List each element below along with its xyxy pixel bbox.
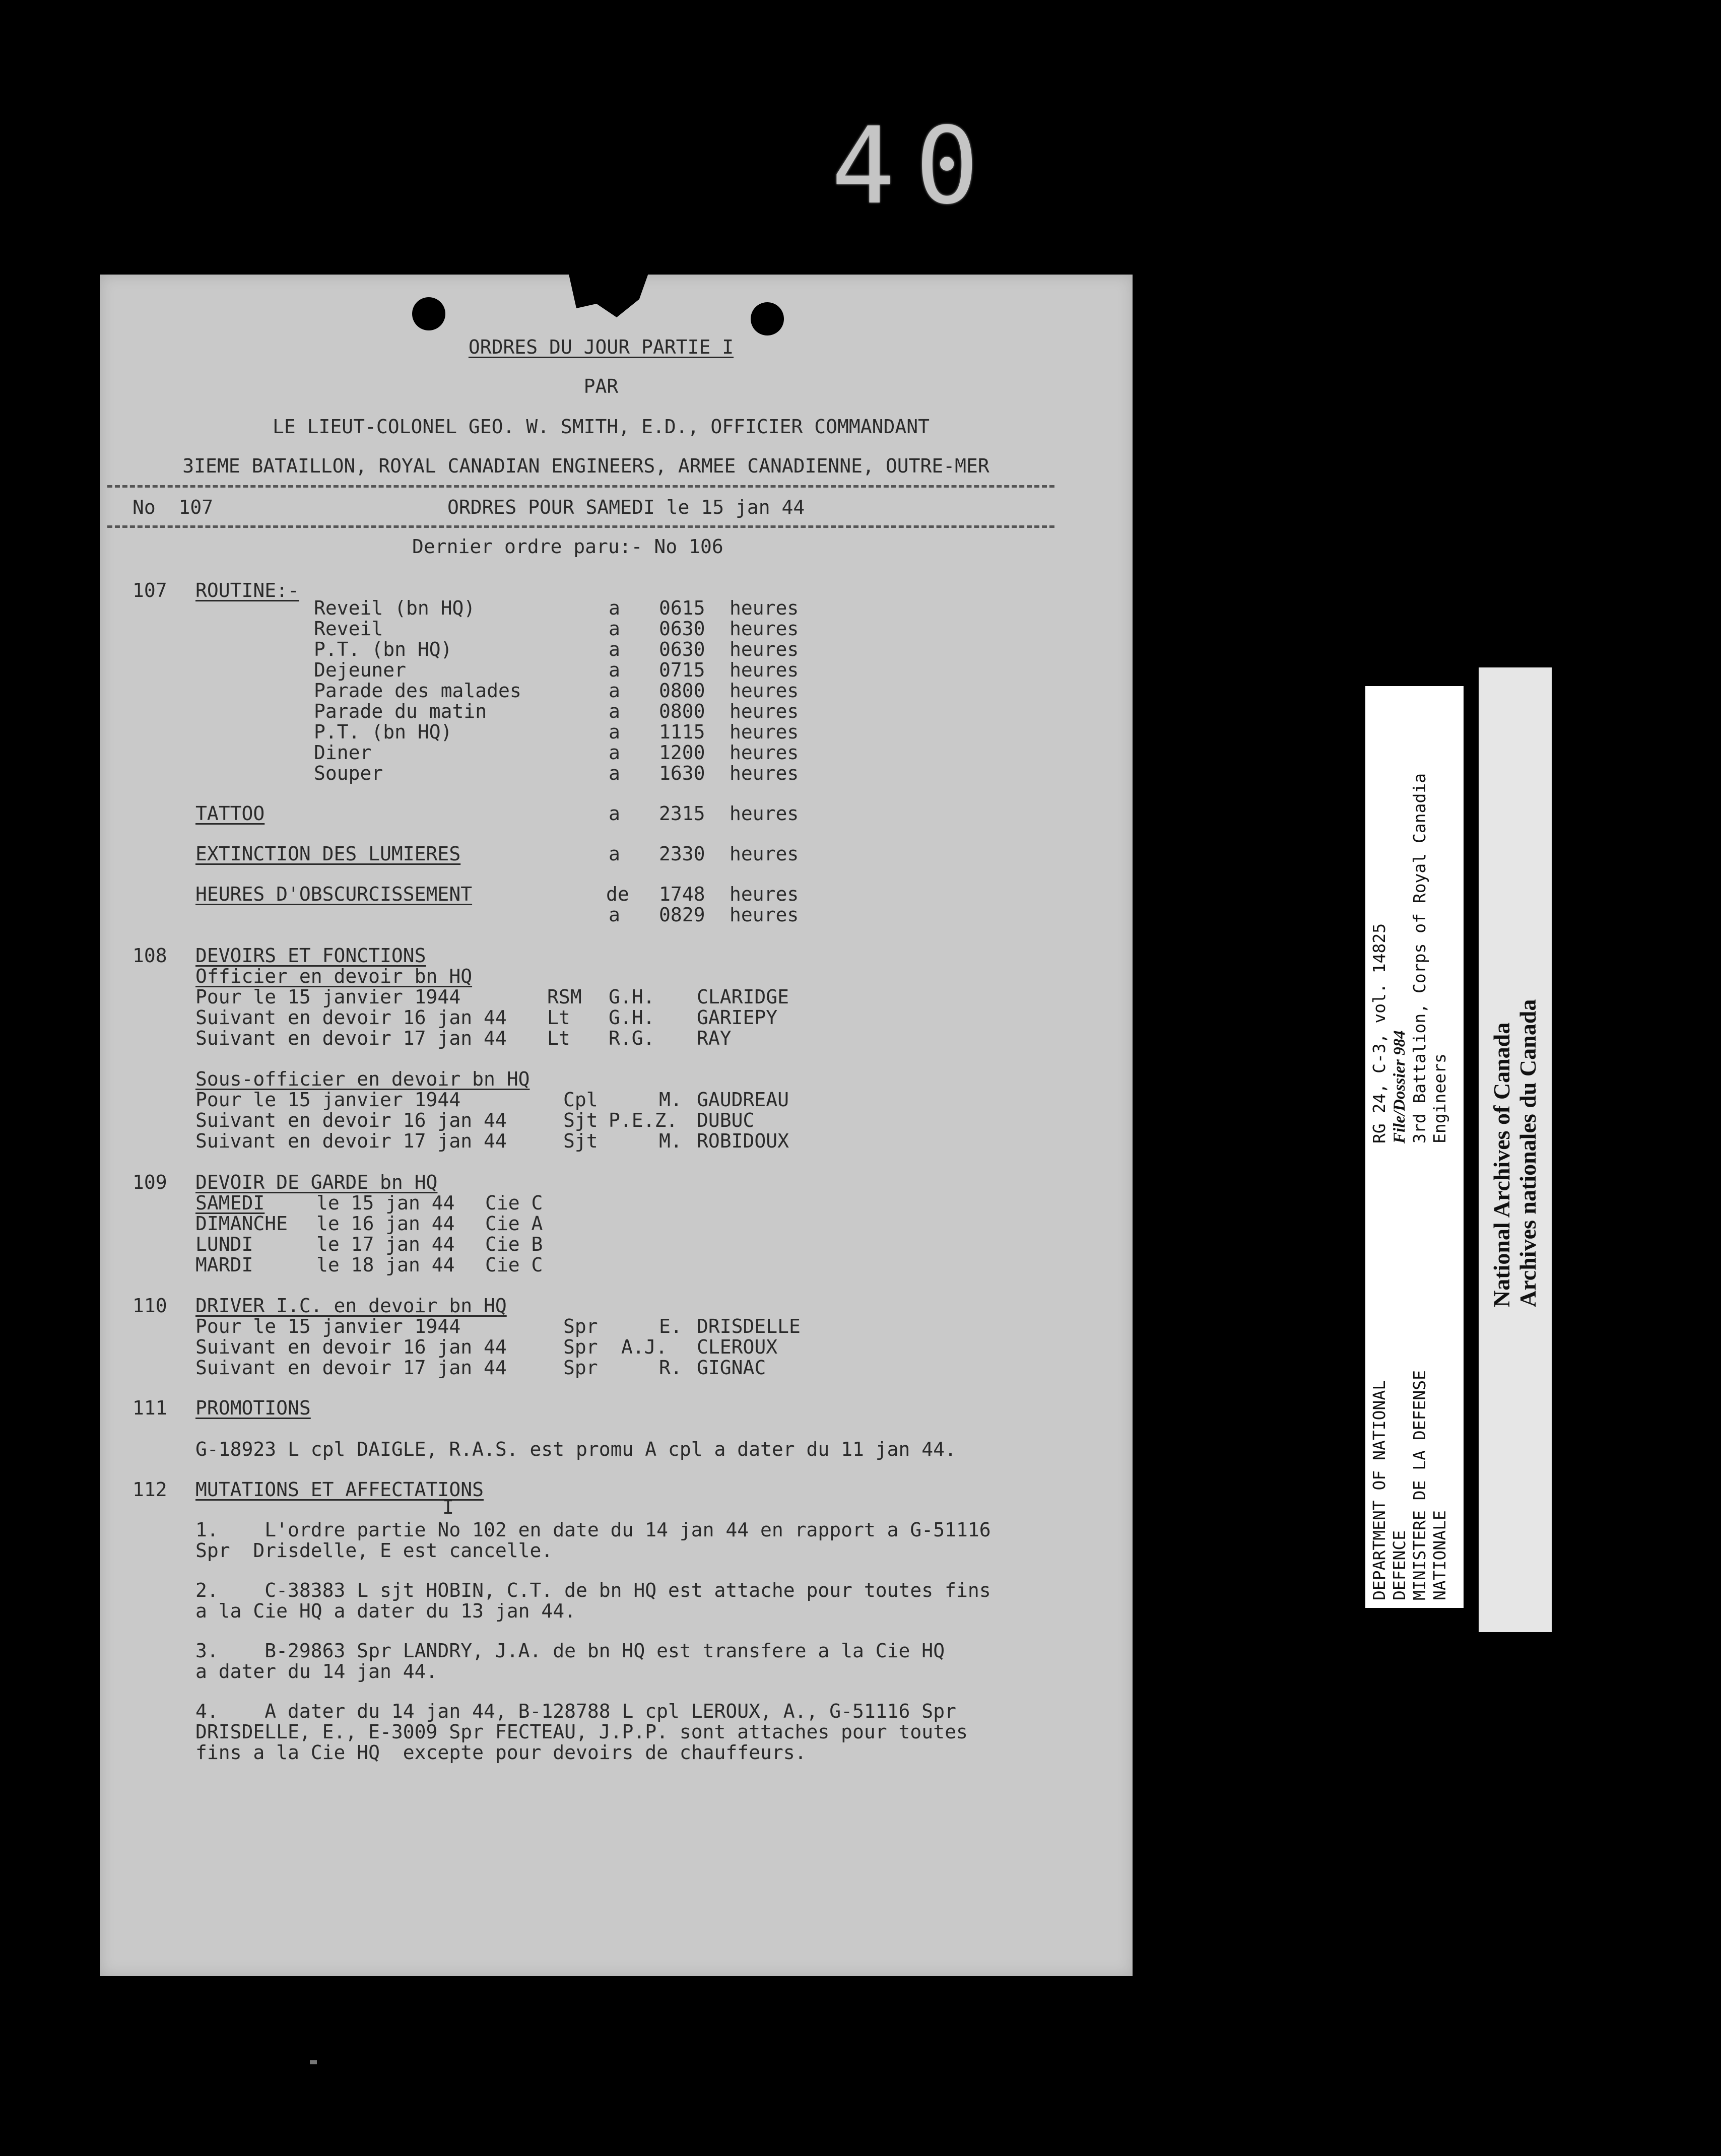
routine-unit: heures [730,700,799,722]
reference-dept-line: NATIONALE [1430,1510,1449,1600]
extinction-label: EXTINCTION DES LUMIERES [195,843,461,865]
duty-name: CLARIDGE [697,986,789,1008]
routine-prep: a [609,680,620,702]
routine-label: P.T. (bn HQ) [314,638,452,660]
section-number: 108 [133,945,167,967]
duty-name: ROBIDOUX [697,1130,789,1152]
reference-file-line: Engineers [1430,1053,1449,1143]
duty-rank: Lt [547,1006,570,1029]
obscur-prep: a [609,904,620,926]
duty-rank: RSM [547,986,582,1008]
guard-day: MARDI [195,1254,253,1276]
divider-top [107,485,1054,488]
duty-when: Suivant en devoir 17 jan 44 [195,1357,507,1379]
guard-company: Cie C [485,1192,543,1214]
routine-prep: a [609,721,620,743]
duty-initials: A.J. [621,1336,668,1358]
routine-time: 0630 [659,638,705,660]
duty-rank: Sjt [563,1109,598,1131]
section-heading: PROMOTIONS [195,1397,311,1419]
duty-rank: Spr [563,1357,598,1379]
tattoo-prep: a [609,802,620,825]
routine-label: Dejeuner [314,659,407,681]
reference-dept-line: DEPARTMENT OF NATIONAL [1369,1380,1389,1600]
reference-file-line: RG 24, C-3, vol. 14825 [1369,923,1389,1143]
doc-par: PAR [583,375,619,397]
routine-unit: heures [730,638,799,660]
duty-name: DUBUC [697,1109,755,1131]
routine-unit: heures [730,721,799,743]
obscur-prep: de [606,883,629,905]
torn-corner [568,272,649,317]
obscur-time: 1748 [659,883,705,905]
routine-unit: heures [730,597,799,619]
duty-when: Suivant en devoir 17 jan 44 [195,1027,507,1049]
routine-prep: a [609,659,620,681]
punch-hole-left [412,297,445,330]
section-number: 110 [133,1295,167,1317]
guard-date: le 17 jan 44 [316,1233,455,1255]
section-number: 107 [133,579,167,601]
mutation-line: Spr Drisdelle, E est cancelle. [195,1539,553,1562]
routine-label: Souper [314,762,383,784]
duty-initials: R.G. [609,1027,655,1049]
orders-for: ORDRES POUR SAMEDI le 15 jan 44 [447,496,805,518]
duty-initials: M. [659,1130,682,1152]
routine-prep: a [609,597,620,619]
routine-unit: heures [730,659,799,681]
reference-file-line: 3rd Battalion, Corps of Royal Canadia [1410,773,1429,1143]
guard-day: LUNDI [195,1233,253,1255]
duty-when: Pour le 15 janvier 1944 [195,986,461,1008]
duty-initials: R. [659,1357,682,1379]
routine-prep: a [609,742,620,764]
routine-time: 0800 [659,700,705,722]
frame-number: 40 [831,104,999,228]
guard-date: le 16 jan 44 [316,1212,455,1235]
guard-date: le 15 jan 44 [316,1192,455,1214]
routine-time: 1200 [659,742,705,764]
routine-prep: a [609,762,620,784]
margin-mark: I [442,1496,454,1518]
routine-label: Diner [314,742,372,764]
mutation-line: a dater du 14 jan 44. [195,1660,438,1682]
reference-dept-line: MINISTERE DE LA DEFENSE [1410,1370,1429,1600]
archive-label [1479,667,1552,1632]
routine-time: 1630 [659,762,705,784]
divider-bottom [107,525,1054,528]
film-speck [310,2060,317,2064]
mutation-line: 1. L'ordre partie No 102 en date du 14 jan 44 en rapport a G-51116 [195,1519,991,1541]
routine-prep: a [609,638,620,660]
duty-rank: Spr [563,1336,598,1358]
routine-unit: heures [730,742,799,764]
guard-day: DIMANCHE [195,1212,288,1235]
archive-name-en: National Archives of Canada [1489,1022,1514,1307]
obscur-unit: heures [730,904,799,926]
guard-company: Cie B [485,1233,543,1255]
section-heading: ROUTINE:- [195,579,299,601]
routine-time: 0630 [659,618,705,640]
section-heading: DRIVER I.C. en devoir bn HQ [195,1295,507,1317]
document-sheet [100,275,1133,1976]
duty-rank: Cpl [563,1089,598,1111]
duty-rank: Sjt [563,1130,598,1152]
duty-when: Suivant en devoir 16 jan 44 [195,1109,507,1131]
punch-hole-right [751,302,784,335]
promotion-text: G-18923 L cpl DAIGLE, R.A.S. est promu A cpl a dater du 11 jan 44. [195,1438,956,1460]
duty-initials: E. [659,1315,682,1337]
duty-name: RAY [697,1027,732,1049]
section-heading: DEVOIRS ET FONCTIONS [195,945,426,967]
section-number: 112 [133,1478,167,1501]
reference-dept-line: DEFENCE [1389,1530,1409,1600]
routine-label: Parade du matin [314,700,487,722]
duty-rank: Lt [547,1027,570,1049]
duty-name: DRISDELLE [697,1315,801,1337]
tattoo-unit: heures [730,802,799,825]
subsection-heading: Sous-officier en devoir bn HQ [195,1068,530,1090]
extinction-time: 2330 [659,843,705,865]
duty-name: GAUDREAU [697,1089,789,1111]
guard-day: SAMEDI [195,1192,265,1214]
routine-prep: a [609,618,620,640]
section-heading: DEVOIR DE GARDE bn HQ [195,1171,438,1193]
duty-name: GIGNAC [697,1357,766,1379]
duty-when: Suivant en devoir 16 jan 44 [195,1336,507,1358]
mutation-line: 2. C-38383 L sjt HOBIN, C.T. de bn HQ est attache pour toutes fins [195,1579,991,1601]
mutation-line: 4. A dater du 14 jan 44, B-128788 L cpl LEROUX, A., G-51116 Spr [195,1700,956,1722]
routine-time: 0615 [659,597,705,619]
guard-company: Cie C [485,1254,543,1276]
obscur-unit: heures [730,883,799,905]
last-order: Dernier ordre paru:- No 106 [412,535,723,558]
archive-name-fr: Archives nationales du Canada [1515,999,1541,1307]
section-number: 109 [133,1171,167,1193]
reference-label [1365,686,1464,1608]
mutation-line: a la Cie HQ a dater du 13 jan 44. [195,1600,576,1622]
extinction-unit: heures [730,843,799,865]
duty-when: Suivant en devoir 17 jan 44 [195,1130,507,1152]
doc-unit: 3IEME BATAILLON, ROYAL CANADIAN ENGINEERS, ARMEE CANADIENNE, OUTRE-MER [182,455,989,477]
guard-company: Cie A [485,1212,543,1235]
routine-label: Parade des malades [314,680,521,702]
duty-when: Suivant en devoir 16 jan 44 [195,1006,507,1029]
section-heading: MUTATIONS ET AFFECTATIONS [195,1478,484,1501]
obscur-label: HEURES D'OBSCURCISSEMENT [195,883,473,905]
routine-time: 0715 [659,659,705,681]
extinction-prep: a [609,843,620,865]
duty-initials: G.H. [609,986,655,1008]
duty-initials: P.E.Z. [609,1109,678,1131]
duty-initials: M. [659,1089,682,1111]
subsection-heading: Officier en devoir bn HQ [195,965,473,987]
reference-file-line: File/Dossier 984 [1391,1030,1409,1143]
routine-prep: a [609,700,620,722]
guard-date: le 18 jan 44 [316,1254,455,1276]
duty-when: Pour le 15 janvier 1944 [195,1315,461,1337]
obscur-time: 0829 [659,904,705,926]
duty-when: Pour le 15 janvier 1944 [195,1089,461,1111]
duty-name: CLEROUX [697,1336,778,1358]
mutation-line: DRISDELLE, E., E-3009 Spr FECTEAU, J.P.P. sont attaches pour toutes [195,1721,968,1743]
mutation-line: fins a la Cie HQ excepte pour devoirs de chauffeurs. [195,1741,807,1764]
routine-time: 1115 [659,721,705,743]
routine-unit: heures [730,618,799,640]
routine-unit: heures [730,680,799,702]
routine-label: Reveil [314,618,383,640]
order-number: No 107 [133,496,214,518]
duty-name: GARIEPY [697,1006,778,1029]
section-number: 111 [133,1397,167,1419]
mutation-line: 3. B-29863 Spr LANDRY, J.A. de bn HQ est transfere a la Cie HQ [195,1640,945,1662]
routine-label: Reveil (bn HQ) [314,597,476,619]
tattoo-label: TATTOO [195,802,265,825]
routine-time: 0800 [659,680,705,702]
tattoo-time: 2315 [659,802,705,825]
doc-title: ORDRES DU JOUR PARTIE I [468,336,734,358]
duty-initials: G.H. [609,1006,655,1029]
routine-label: P.T. (bn HQ) [314,721,452,743]
routine-unit: heures [730,762,799,784]
duty-rank: Spr [563,1315,598,1337]
doc-officer: LE LIEUT-COLONEL GEO. W. SMITH, E.D., OFFICIER COMMANDANT [272,416,930,438]
